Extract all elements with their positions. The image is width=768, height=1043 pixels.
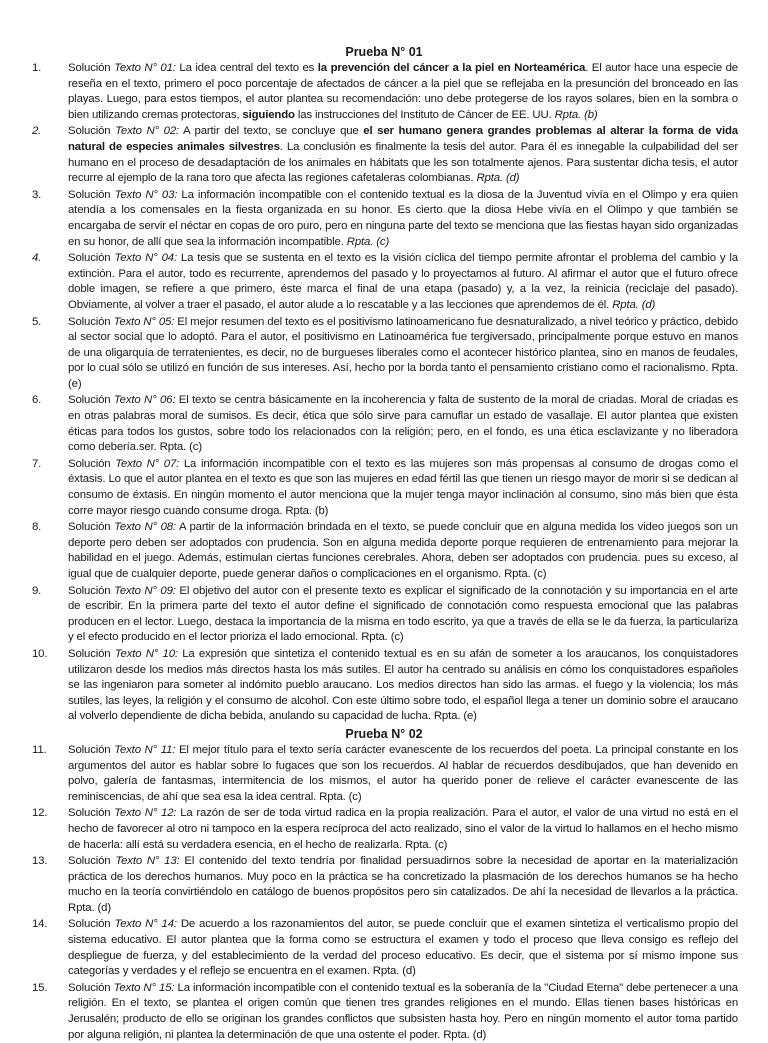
solution-label: Solución bbox=[68, 743, 115, 756]
answer-text bbox=[68, 917, 738, 979]
answer-text bbox=[68, 520, 738, 582]
answer-item bbox=[30, 124, 738, 186]
explanation-text: La idea central del texto es bbox=[175, 62, 318, 74]
section-heading: Prueba N° 01 bbox=[345, 45, 423, 59]
texto-reference: Texto N° 14: bbox=[114, 918, 177, 931]
item-number: 1. bbox=[32, 62, 42, 74]
item-number: 4. bbox=[32, 252, 42, 265]
answer-text bbox=[68, 251, 738, 313]
answer-text bbox=[68, 647, 738, 725]
item-number: 8. bbox=[32, 521, 42, 534]
answer-text bbox=[68, 806, 738, 853]
texto-reference: Texto N° 10: bbox=[114, 647, 178, 660]
texto-reference: Texto N° 01: bbox=[114, 62, 176, 74]
explanation-text: . La conclusión es finalmente la tesis del autor. Para él es innegable la culpabilidad del ser humano en el proceso de desadaptación de los animales en hábitats que les son totalmente ajenos. Para sustentar dicha tesis, el autor recurre al ejemplo de la rana toro que afecta las regiones cafetaleras colombianas. bbox=[68, 140, 738, 185]
explanation-text: El contenido del texto tendría por finalidad persuadirnos sobre la necesidad de aportar en la materialización práctica de los derechos humanos. Muy poco en la práctica se ha concretizado la plasmación de los derechos humanos se ha hecho mucho en la teoría convirtiéndolo en catálogo de buenos propósitos pero sin catalizados. De ahí la necesidad de llevarlos a la práctica. Rpta. (d) bbox=[68, 855, 738, 914]
answer-item bbox=[30, 393, 738, 455]
texto-reference: Texto N° 08: bbox=[114, 521, 177, 534]
solution-label: Solución bbox=[68, 394, 114, 407]
answer-item bbox=[30, 457, 738, 519]
explanation-text: La razón de ser de toda virtud radica en la propia realización. Para el autor, el valor de una virtud no está en el hecho de favorecer al otro ni tampoco en la espera recíproca del acto realizado, sino el valor de la virtud lo hallamos en el hecho mismo de hacerla: allí está su verdadera esencia, en el hecho de realizarla. Rpta. (c) bbox=[68, 807, 739, 851]
item-number: 9. bbox=[32, 584, 42, 597]
item-number: 13. bbox=[32, 855, 48, 868]
solution-label: Solución bbox=[68, 521, 115, 534]
answer-item bbox=[30, 917, 738, 979]
answer-item bbox=[30, 520, 738, 582]
texto-reference: Texto N° 03: bbox=[114, 188, 178, 201]
solution-label: Solución bbox=[68, 584, 115, 597]
item-number: 14. bbox=[32, 918, 48, 931]
answer-label: Rpta. (b) bbox=[554, 108, 598, 121]
explanation-text: De acuerdo a los razonamientos del autor, se puede concluir que el examen sintetiza el verticalismo propio del sistema educativo. El autor plantea que la forma como se estructura el examen y todo el proceso que lleva consigo es reflejo del despliegue de fuerza, y del establecimiento de la verdad del proceso educativo. Es decir, que el sistema por sí mismo impone sus categorías y verdades y el reflejo se encuentra en el examen. Rpta. (d) bbox=[68, 918, 738, 978]
texto-reference: Texto N° 09: bbox=[114, 584, 176, 597]
explanation-text: La tesis que se sustenta en el texto es la visión cíclica del tiempo permite afrontar el problema del cambio y la extinción. Para el autor, todo es recurrente, aprendemos del pasado y lo proyectamos al futuro. Al afirmar el autor que el futuro ofrece doble imagen, se refiere a que primero, éste marca el final de una etapa (pasado) y, a la vez, la reinicia (reciclaje del pasado). Obviamente, al volver a traer el pasado, el autor alude a lo rescatable y a las lecciones que aprendemos de él. bbox=[68, 252, 738, 311]
solution-label: Solución bbox=[68, 918, 115, 931]
key-phrase: siguiendo bbox=[242, 108, 295, 121]
item-number: 10. bbox=[32, 647, 48, 660]
texto-reference: Texto N° 07: bbox=[115, 457, 180, 470]
answer-item bbox=[30, 188, 738, 250]
answer-item bbox=[30, 251, 738, 313]
answer-item bbox=[30, 315, 738, 393]
explanation-text: La información incompatible con el texto es las mujeres son más propensas al consumo de drogas como el éxtasis. Lo que el autor plantea en el texto es que son las mujeres en edad fértil las que tienen un riesgo mayor de morir si se dedican al consumo de éxtasis. En ningún momento el autor menciona que la mujer tenga mayor inclinación al consumo, sino más bien que ésta corre mayor riesgo cuando consume droga. Rpta. (b) bbox=[68, 457, 738, 517]
answer-text bbox=[68, 315, 738, 393]
item-number: 2. bbox=[32, 125, 42, 138]
solution-label: Solución bbox=[68, 62, 115, 74]
texto-reference: Texto N° 15: bbox=[113, 981, 175, 994]
answer-label: Rpta. (d) bbox=[476, 172, 520, 185]
solution-label: Solución bbox=[68, 855, 116, 868]
texto-reference: Texto N° 06: bbox=[113, 394, 176, 407]
answer-text bbox=[68, 743, 738, 805]
solution-label: Solución bbox=[68, 807, 115, 820]
texto-reference: Texto N° 11: bbox=[114, 743, 176, 756]
solution-label: Solución bbox=[68, 647, 115, 660]
answer-item bbox=[30, 854, 738, 916]
explanation-text: El texto se centra básicamente en la incoherencia y falta de sustento de la moral de criadas. Moral de criadas es en otras palabras moral de sumisos. Es decir, ética que sólo sirve para camuflar un estado de vasallaje. El autor plantea que existen éticas para todos los gustos, sobre todo los relacionados con la religión; pero, en el fondo, es una ética esclavizante y no liberadora como debería.ser. Rpta. (c) bbox=[68, 394, 738, 454]
answer-item bbox=[30, 584, 738, 646]
answer-label: Rpta. (c) bbox=[346, 235, 390, 248]
solution-label: Solución bbox=[68, 125, 116, 138]
answer-text bbox=[68, 124, 738, 186]
answer-item bbox=[30, 981, 738, 1043]
explanation-text: La información incompatible con el contenido textual es la diosa de la Juventud vivía en el Olimpo y era quien atendía a los comensales en la fiesta organizada en su honor. Es cierto que la diosa Hebe vivía en el Olimpo y que también se encargaba de servir el néctar en copas de oro puro, pero en ninguna parte del texto se menciona que las fiestas hayan sido organizadas en su honor, de allí que sea la información incompatible. bbox=[68, 188, 738, 248]
texto-reference: Texto N° 02: bbox=[115, 125, 180, 138]
item-number: 6. bbox=[32, 394, 42, 407]
texto-reference: Texto N° 04: bbox=[114, 252, 177, 265]
section-heading: Prueba N° 02 bbox=[345, 726, 423, 741]
explanation-text: El mejor título para el texto sería carácter evanescente de los recuerdos del poeta. La principal constante en los argumentos del autor es hablar sobre lo fugaces que son los recuerdos. Al hablar de recuerdos desdibujados, que han devenido en polvo, galería de fantasmas, intermitencia de los mismos, el autor ha querido poner de relieve el carácter evanescente de las reminiscencias, de ahí que sea esa la idea central. Rpta. (c) bbox=[68, 743, 738, 803]
solution-label: Solución bbox=[68, 188, 115, 201]
solution-label: Solución bbox=[68, 457, 116, 470]
item-number: 3. bbox=[32, 188, 42, 201]
answer-text bbox=[68, 457, 738, 519]
solution-label: Solución bbox=[68, 315, 114, 328]
answer-label: Rpta. (d) bbox=[612, 298, 656, 311]
key-phrase: la prevención del cáncer a la piel en Norteamérica bbox=[317, 62, 586, 74]
item-number: 7. bbox=[32, 457, 42, 470]
answer-text bbox=[68, 188, 738, 250]
explanation-text: A partir del texto, se concluye que bbox=[179, 125, 364, 138]
explanation-text: El mejor resumen del texto es el positivismo latinoamericano fue desnaturalizado, a nivel teórico y práctico, debido al sector social que lo adoptó. Para el autor, el positivismo en Latinoamérica fue tergiversado, principalmente porque estuvo en manos de una oligarquía de terratenientes, es decir, no de burgueses liberales como el acontecer histórico plantea, sino en manos de feudales, por lo cual sólo se utilizó en función de sus intereses. Así, hecho por la borda tanto el pensamiento cristiano como el racionalismo. Rpta. (e) bbox=[68, 315, 738, 390]
solution-label: Solución bbox=[68, 981, 114, 994]
explanation-text: La información incompatible con el contenido textual es la soberanía de la "Ciudad Eterna" debe pertenecer a una religión. En el texto, se plantea el origen común que tienen tres grandes religiones en el mundo. Ellas tienen bases históricas en Jerusalén; producto de ello se originan los grandes conflictos que subsisten hasta hoy. Pero en ningún momento el autor toma partido por alguna religión, ni plantea la determinación de que una ostente el poder. Rpta. (d) bbox=[68, 981, 738, 1041]
explanation-text: A partir de la información brindada en el texto, se puede concluir que en alguna medida los video juegos son un deporte pero deben ser adoptados con prudencia. Son en alguna medida deporte porque requieren de entrenamiento para mejorar la habilidad en el juego. Además, estimulan ciertas funciones cerebrales. Ahora, deben ser adoptados con prudencia. pues su exceso, al igual que de cualquier deporte, puede generar daños o complicaciones en el organismo. Rpta. (c) bbox=[68, 521, 738, 580]
item-number: 12. bbox=[32, 807, 48, 820]
answer-text bbox=[68, 393, 738, 455]
answer-text bbox=[68, 584, 738, 646]
answer-text bbox=[68, 981, 738, 1043]
item-number: 15. bbox=[32, 981, 48, 994]
texto-reference: Texto N° 12: bbox=[114, 807, 177, 820]
texto-reference: Texto N° 05: bbox=[113, 315, 175, 328]
solution-label: Solución bbox=[68, 252, 115, 265]
explanation-text: El objetivo del autor con el presente texto es explicar el significado de la connotación y su importancia en el arte de escribir. En la primera parte del texto el autor define el significado de connotación como respuesta emocional que las palabras producen en el lector. Luego, destaca la importancia de la misma en todo escrito, ya que a través de ella se le da fuerza, la particulariza y el efecto producido en el lector prioriza el lado emocional. Rpta. (c) bbox=[68, 584, 738, 644]
explanation-text: las instrucciones del Instituto de Cáncer de EE. UU. bbox=[294, 108, 555, 121]
explanation-text: La expresión que sintetiza el contenido textual es en su afán de someter a los araucanos, los conquistadores utilizaron desde los medios más directos hasta los más sutiles. El autor ha centrado su análisis en cómo los conquistadores españoles se las ingeniaron para someter al indómito pueblo araucano. Los medios directos han sido las armas. el fuego y la violencia; los más sutiles, las leyes, la religión y el consumo de alcohol. Con este último sobre todo, el español llega a tener un dominio sobre el araucano al volverlo dependiente de dicha bebida, anulando su capacidad de lucha. Rpta. (e) bbox=[68, 647, 738, 723]
answer-text bbox=[68, 854, 738, 916]
answer-text bbox=[68, 61, 738, 123]
explanation-text: . El autor hace una especie de reseña en el texto, primero el poco porcentaje de afectados de cáncer a la piel que se reflejaba en la presunción del bronceado en las playas. Luego, para estos tiempos, el autor plantea su recomendación: uno debe protegerse de los rayos solares, bien en la sombra o bien utilizando cremas protectoras, bbox=[68, 62, 738, 121]
item-number: 11. bbox=[32, 743, 47, 756]
answer-item bbox=[30, 743, 738, 805]
texto-reference: Texto N° 13: bbox=[115, 855, 180, 868]
answer-item bbox=[30, 647, 738, 725]
answer-item bbox=[30, 61, 738, 123]
item-number: 5. bbox=[32, 315, 42, 328]
answer-item bbox=[30, 806, 738, 853]
key-phrase: el ser humano genera grandes problemas al alterar la forma de vida natural de especies animales silvestres bbox=[68, 125, 738, 153]
